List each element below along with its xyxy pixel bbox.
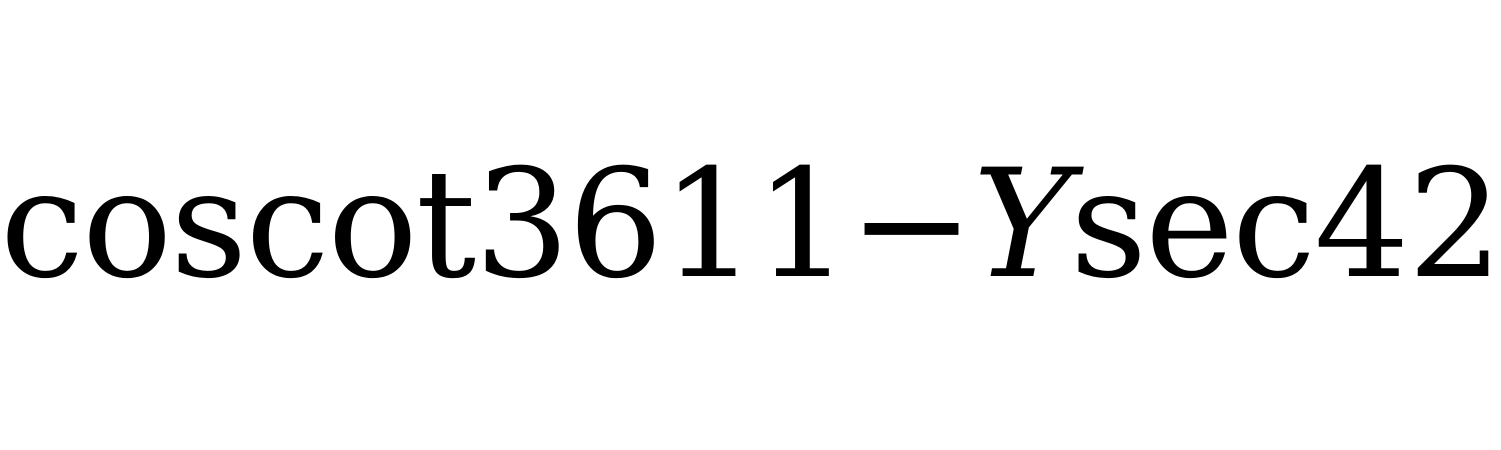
minus-operator: − bbox=[848, 138, 973, 312]
function-cos: cos bbox=[0, 138, 246, 312]
number-42: 42 bbox=[1314, 138, 1501, 312]
function-sec: sec bbox=[1070, 138, 1314, 312]
variable-y: Y bbox=[972, 138, 1070, 312]
number-3611: 3611 bbox=[474, 138, 849, 312]
function-cot: cot bbox=[245, 138, 475, 312]
